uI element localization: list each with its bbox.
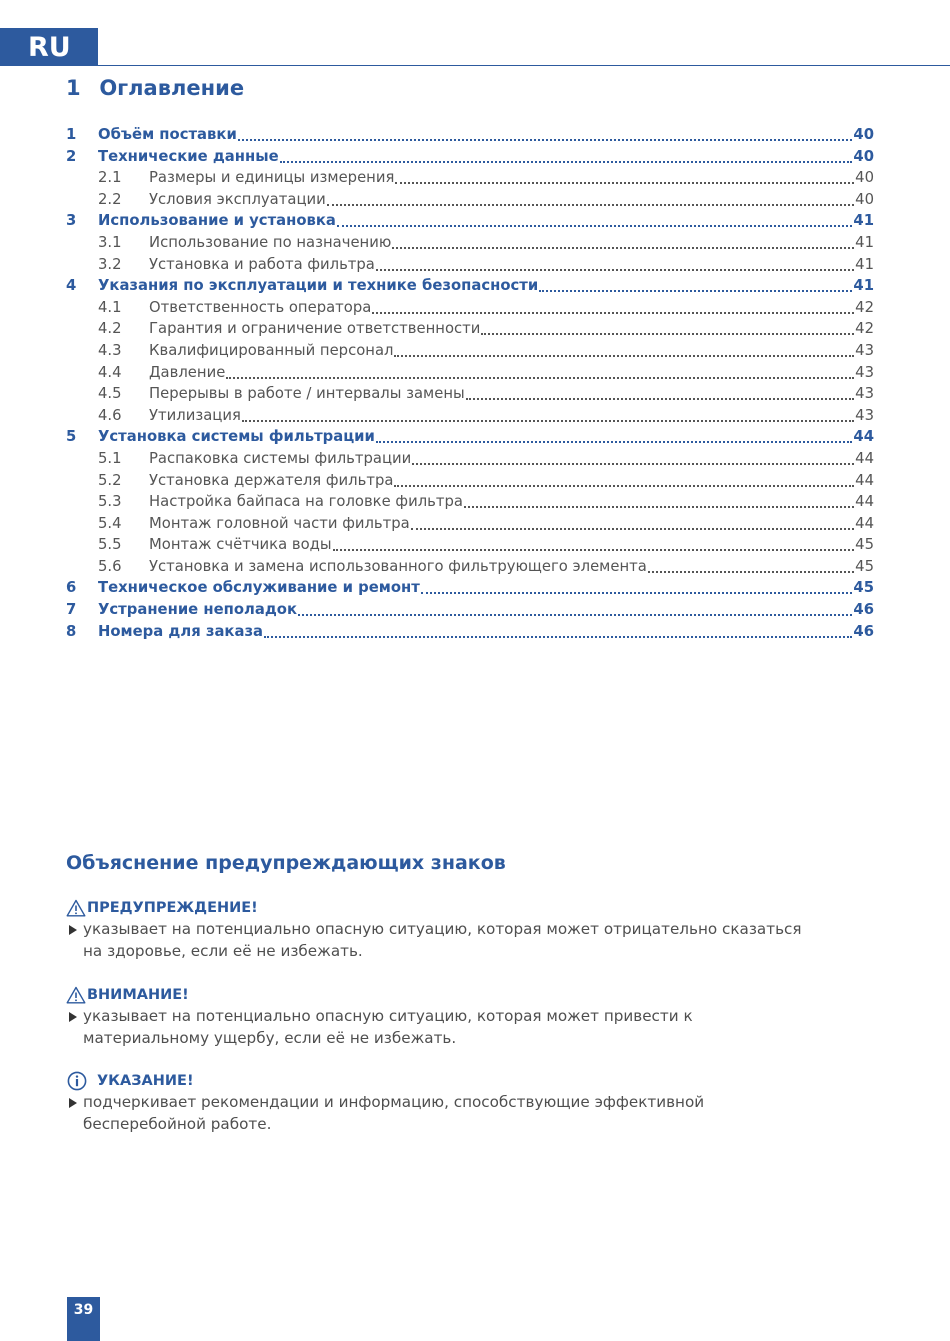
toc-dot-leader xyxy=(395,167,854,184)
toc-dot-leader xyxy=(298,599,852,616)
toc-entry-page: 46 xyxy=(853,622,874,640)
toc-entry-page: 43 xyxy=(855,385,874,403)
toc-section[interactable] xyxy=(66,621,874,643)
toc-dot-leader xyxy=(242,405,854,422)
toc-dot-leader xyxy=(411,513,854,530)
toc-subsection[interactable] xyxy=(66,448,874,470)
sign-caution-line-1: указывает на потенциально опасную ситуацию, которая может привести к xyxy=(83,1007,693,1025)
sign-note-line-2: бесперебойной работе. xyxy=(83,1114,272,1133)
toc-entry-title: Использование и установка xyxy=(98,212,336,230)
toc-entry-page: 42 xyxy=(855,320,874,338)
toc-entry-line xyxy=(149,167,874,189)
toc-dot-leader xyxy=(264,621,852,638)
page-number: 39 xyxy=(67,1297,100,1341)
toc-section[interactable] xyxy=(66,426,874,448)
toc-entry-title: Указания по эксплуатации и технике безопасности xyxy=(98,277,539,295)
toc-entry-title: Установка держателя фильтра xyxy=(149,471,394,489)
toc-dot-leader xyxy=(392,232,854,249)
toc-entry-line xyxy=(149,340,874,362)
sign-warning-title-row xyxy=(66,897,866,919)
toc-entry-page: 45 xyxy=(855,536,874,554)
toc-subsection[interactable] xyxy=(66,189,874,211)
toc-entry-line xyxy=(98,621,874,643)
toc-subsection[interactable] xyxy=(66,383,874,405)
language-tab: RU xyxy=(0,28,98,66)
toc-entry-line xyxy=(149,232,874,254)
toc-entry-line xyxy=(149,470,874,492)
toc-entry-line xyxy=(149,513,874,535)
toc-subsection[interactable] xyxy=(66,491,874,513)
toc-dot-leader xyxy=(539,275,852,292)
toc-entry-number: 5.1 xyxy=(98,449,122,467)
toc-dot-leader xyxy=(238,124,853,141)
toc-subsection[interactable] xyxy=(66,340,874,362)
toc-subsection[interactable] xyxy=(66,167,874,189)
toc-entry-title: Установка и замена использованного фильтрующего элемента xyxy=(149,557,647,575)
toc-entry-line xyxy=(149,189,874,211)
toc-entry-number: 5.3 xyxy=(98,493,122,511)
toc-dot-leader xyxy=(481,318,854,335)
toc-entry-title: Ответственность оператора xyxy=(149,298,372,316)
warning-signs-heading: Объяснение предупреждающих знаков xyxy=(66,852,506,874)
toc-entry-line xyxy=(98,124,874,146)
sign-warning-title: ПРЕДУПРЕЖДЕНИЕ! xyxy=(87,900,258,916)
toc-entry-title: Давление xyxy=(149,363,226,381)
toc-entry-number: 6 xyxy=(66,579,77,597)
toc-entry-title: Настройка байпаса на головке фильтра xyxy=(149,493,463,511)
table-of-contents xyxy=(66,124,874,642)
sign-note-title-row xyxy=(66,1070,866,1092)
toc-entry-number: 5 xyxy=(66,428,77,446)
toc-entry-number: 5.6 xyxy=(98,557,122,575)
sign-note-line-1: подчеркивает рекомендации и информацию, способствующие эффективной xyxy=(83,1093,705,1111)
toc-entry-title: Монтаж счётчика воды xyxy=(149,536,332,554)
toc-entry-page: 45 xyxy=(855,557,874,575)
toc-dot-leader xyxy=(421,577,853,594)
toc-entry-line xyxy=(98,146,874,168)
toc-section[interactable] xyxy=(66,146,874,168)
toc-entry-line xyxy=(149,534,874,556)
toc-entry-title: Технические данные xyxy=(98,147,279,165)
toc-dot-leader xyxy=(648,556,854,573)
toc-entry-page: 44 xyxy=(855,514,874,532)
toc-entry-number: 2.2 xyxy=(98,190,122,208)
toc-subsection[interactable] xyxy=(66,405,874,427)
toc-entry-line xyxy=(98,599,874,621)
warning-triangle-icon xyxy=(66,986,86,1004)
toc-dot-leader xyxy=(376,426,852,443)
toc-dot-leader xyxy=(394,340,854,357)
toc-heading-number: 1 xyxy=(66,76,81,100)
toc-heading xyxy=(66,76,244,100)
bullet-triangle-icon xyxy=(69,1098,77,1108)
toc-dot-leader xyxy=(333,534,855,551)
sign-caution-line-2: материальному ущербу, если её не избежать. xyxy=(83,1028,457,1047)
toc-entry-title: Техническое обслуживание и ремонт xyxy=(98,579,420,597)
toc-entry-page: 40 xyxy=(855,169,874,187)
toc-entry-number: 8 xyxy=(66,622,77,640)
toc-entry-title: Гарантия и ограничение ответственности xyxy=(149,320,481,338)
toc-entry-line xyxy=(149,383,874,405)
sign-warning-line-1: указывает на потенциально опасную ситуацию, которая может отрицательно сказаться xyxy=(83,920,802,938)
toc-entry-page: 41 xyxy=(855,233,874,251)
toc-section[interactable] xyxy=(66,275,874,297)
toc-subsection[interactable] xyxy=(66,470,874,492)
toc-entry-number: 5.5 xyxy=(98,536,122,554)
bullet-triangle-icon xyxy=(69,1012,77,1022)
toc-entry-line xyxy=(98,577,874,599)
toc-heading-title: Оглавление xyxy=(99,76,245,100)
toc-entry-title: Утилизация xyxy=(149,406,241,424)
toc-entry-number: 1 xyxy=(66,126,77,143)
toc-dot-leader xyxy=(226,362,854,379)
toc-entry-page: 41 xyxy=(855,255,874,273)
toc-entry-page: 45 xyxy=(853,579,874,597)
toc-entry-line xyxy=(149,448,874,470)
toc-entry-number: 3.1 xyxy=(98,233,122,251)
toc-entry-line xyxy=(149,556,874,578)
toc-subsection[interactable] xyxy=(66,556,874,578)
toc-entry-line xyxy=(149,254,874,276)
toc-dot-leader xyxy=(394,470,854,487)
toc-entry-page: 46 xyxy=(853,601,874,619)
toc-entry-page: 40 xyxy=(853,147,874,165)
toc-section[interactable] xyxy=(66,124,874,146)
toc-entry-page: 43 xyxy=(855,363,874,381)
toc-subsection[interactable] xyxy=(66,232,874,254)
toc-entry-title: Квалифицированный персонал xyxy=(149,341,394,359)
toc-entry-number: 7 xyxy=(66,601,77,619)
toc-entry-page: 42 xyxy=(855,298,874,316)
toc-entry-number: 2.1 xyxy=(98,169,122,187)
toc-entry-page: 40 xyxy=(853,126,874,143)
toc-section[interactable] xyxy=(66,577,874,599)
toc-entry-title: Установка системы фильтрации xyxy=(98,428,375,446)
toc-dot-leader xyxy=(372,297,854,314)
sign-caution-text xyxy=(66,1006,866,1049)
toc-dot-leader xyxy=(337,210,853,227)
info-circle-icon xyxy=(66,1071,90,1091)
toc-entry-title: Размеры и единицы измерения xyxy=(149,169,395,187)
toc-entry-page: 41 xyxy=(853,212,874,230)
toc-section[interactable] xyxy=(66,599,874,621)
toc-entry-number: 4.1 xyxy=(98,298,122,316)
toc-entry-page: 43 xyxy=(855,406,874,424)
toc-entry-title: Установка и работа фильтра xyxy=(149,255,375,273)
toc-entry-number: 4.3 xyxy=(98,341,122,359)
sign-warning-text xyxy=(66,919,866,962)
toc-dot-leader xyxy=(466,383,854,400)
toc-entry-number: 3.2 xyxy=(98,255,122,273)
toc-subsection[interactable] xyxy=(66,297,874,319)
toc-subsection[interactable] xyxy=(66,513,874,535)
toc-entry-number: 5.2 xyxy=(98,471,122,489)
toc-entry-title: Перерывы в работе / интервалы замены xyxy=(149,385,465,403)
toc-entry-line xyxy=(149,362,874,384)
toc-entry-page: 44 xyxy=(855,471,874,489)
toc-entry-number: 4.5 xyxy=(98,385,122,403)
sign-note-text xyxy=(66,1092,866,1135)
toc-entry-page: 44 xyxy=(855,449,874,467)
toc-entry-page: 44 xyxy=(853,428,874,446)
toc-entry-number: 5.4 xyxy=(98,514,122,532)
toc-entry-page: 43 xyxy=(855,341,874,359)
sign-caution xyxy=(66,984,866,1049)
toc-entry-number: 4 xyxy=(66,277,77,295)
toc-entry-number: 4.2 xyxy=(98,320,122,338)
toc-entry-title: Номера для заказа xyxy=(98,622,264,640)
sign-caution-title-row xyxy=(66,984,866,1006)
sign-warning xyxy=(66,897,866,962)
toc-dot-leader xyxy=(327,189,854,206)
toc-entry-page: 44 xyxy=(855,493,874,511)
toc-subsection[interactable] xyxy=(66,254,874,276)
toc-entry-number: 3 xyxy=(66,212,77,230)
toc-entry-line xyxy=(98,275,874,297)
sign-note xyxy=(66,1070,866,1135)
toc-entry-number: 4.6 xyxy=(98,406,122,424)
toc-entry-title: Устранение неполадок xyxy=(98,601,297,619)
toc-entry-title: Условия эксплуатации xyxy=(149,190,326,208)
toc-entry-page: 40 xyxy=(855,190,874,208)
warning-triangle-icon xyxy=(66,899,86,917)
toc-dot-leader xyxy=(280,146,853,163)
toc-entry-title: Монтаж головной части фильтра xyxy=(149,514,410,532)
toc-dot-leader xyxy=(376,254,854,271)
toc-entry-title: Объём поставки xyxy=(98,126,237,143)
toc-subsection[interactable] xyxy=(66,318,874,340)
toc-entry-line xyxy=(98,210,874,232)
toc-dot-leader xyxy=(464,491,854,508)
sign-note-title: УКАЗАНИЕ! xyxy=(97,1073,194,1089)
toc-entry-page: 41 xyxy=(853,277,874,295)
sign-caution-title: ВНИМАНИЕ! xyxy=(87,987,189,1003)
toc-entry-number: 4.4 xyxy=(98,363,122,381)
toc-entry-number: 2 xyxy=(66,147,77,165)
toc-section[interactable] xyxy=(66,210,874,232)
toc-entry-line xyxy=(149,297,874,319)
toc-entry-line xyxy=(149,318,874,340)
bullet-triangle-icon xyxy=(69,925,77,935)
toc-dot-leader xyxy=(412,448,854,465)
toc-entry-line xyxy=(98,426,874,448)
toc-subsection[interactable] xyxy=(66,362,874,384)
toc-entry-line xyxy=(149,491,874,513)
sign-warning-line-2: на здоровье, если её не избежать. xyxy=(83,941,363,960)
toc-entry-line xyxy=(149,405,874,427)
toc-entry-title: Распаковка системы фильтрации xyxy=(149,449,412,467)
toc-subsection[interactable] xyxy=(66,534,874,556)
header-rule xyxy=(98,65,950,66)
toc-entry-title: Использование по назначению xyxy=(149,233,392,251)
